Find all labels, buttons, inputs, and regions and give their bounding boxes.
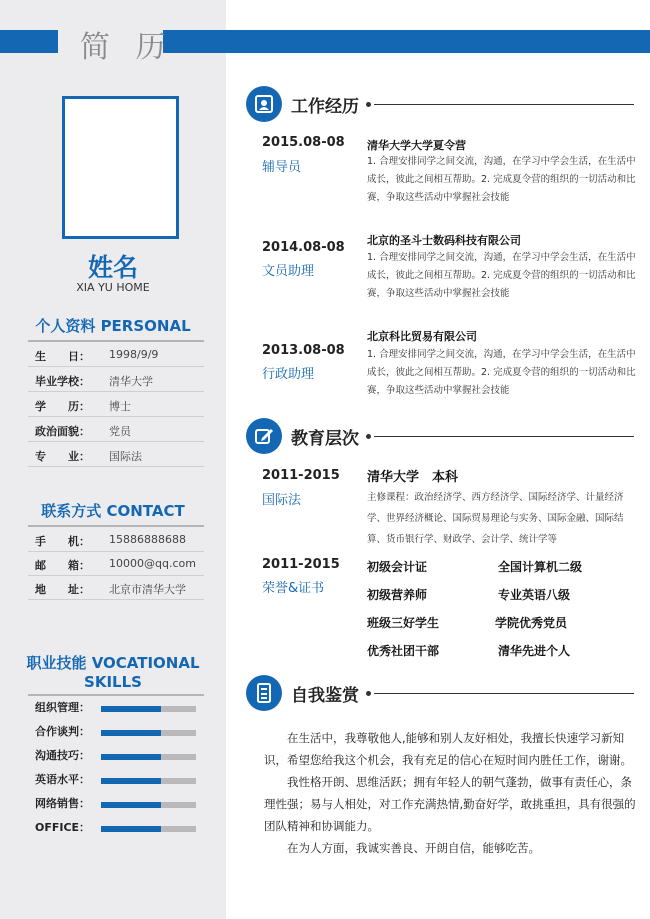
skill-fill: [101, 778, 161, 784]
skill-track: [101, 706, 196, 712]
contact-divider: [28, 525, 204, 527]
work-company: 北京的圣斗士数码科技有限公司: [367, 234, 521, 247]
skill-fill: [101, 754, 161, 760]
skill-row: [28, 747, 204, 763]
work-desc: 1. 合理安排同学之间交流，沟通，在学习中学会生活，在生活中成长，彼此之间相互帮助。2. 完成夏令营的组织的一切活动和比赛，争取这些活动中掌握社会技能: [367, 156, 636, 203]
profile-name-en: XIA YU HOME: [76, 281, 150, 294]
info-value: 博士: [109, 400, 131, 413]
edu-desc: 主修课程：政治经济学、西方经济学、国际经济学、计量经济学、世界经济概论、国际贸易理论与实务、国际金融、国际结算、货币银行学、财政学、会计学、统计学等: [367, 492, 624, 545]
cert-item: 清华先进个人: [498, 644, 571, 658]
skill-row: [28, 723, 204, 739]
skills-title-line1: 职业技能 VOCATIONAL: [26, 654, 200, 672]
info-row-politics: [28, 418, 204, 442]
header-line: [374, 104, 634, 105]
skill-row: [28, 699, 204, 715]
info-label: 政治面貌：: [35, 425, 90, 438]
personal-divider: [28, 340, 204, 342]
cert-item: 学院优秀党员: [495, 616, 568, 630]
edu-school: 清华大学 本科: [367, 470, 459, 485]
info-row-school: [28, 368, 204, 392]
info-row-phone: [28, 528, 204, 552]
info-row-address: [28, 576, 204, 600]
skill-label: 组织管理：: [35, 701, 90, 714]
work-role: 辅导员: [262, 160, 302, 175]
document-icon: [246, 675, 282, 711]
work-date: 2014.08-08: [262, 240, 345, 255]
info-label: 生 日：: [35, 350, 90, 363]
info-label: 手 机：: [35, 535, 90, 548]
work-desc: 1. 合理安排同学之间交流，沟通，在学习中学会生活，在生活中成长，彼此之间相互帮助。2. 完成夏令营的组织的一切活动和比赛，争取这些活动中掌握社会技能: [367, 349, 636, 396]
cert-item: 初级营养师: [367, 588, 428, 602]
info-row-email: [28, 552, 204, 576]
work-role: 文员助理: [262, 264, 315, 279]
info-value: 北京市清华大学: [109, 583, 186, 596]
cert-item: 初级会计证: [367, 560, 428, 574]
contact-title: 联系方式 CONTACT: [41, 502, 185, 520]
skill-row: [28, 819, 204, 835]
skill-track: [101, 778, 196, 784]
education-section-header: [246, 418, 646, 458]
skill-label: OFFICE：: [35, 821, 91, 834]
info-value: 党员: [109, 425, 131, 438]
cert-item: 班级三好学生: [367, 616, 440, 630]
skill-fill: [101, 802, 161, 808]
cert-item: 专业英语八级: [498, 588, 571, 602]
edu-date: 2011-2015: [262, 468, 340, 483]
skill-row: [28, 771, 204, 787]
self-paragraph: 在为人方面，我诚实善良、开朗自信，能够吃苦。: [287, 841, 540, 855]
edit-icon: [246, 418, 282, 454]
cert-item: 优秀社团干部: [367, 644, 440, 658]
work-section-header: [246, 86, 646, 126]
education-title: 教育层次: [291, 429, 359, 449]
info-label: 地 址：: [35, 583, 90, 596]
profile-name: 姓名: [87, 253, 138, 282]
header-bar-left: [0, 30, 58, 53]
info-value: 1998/9/9: [109, 348, 159, 361]
briefcase-icon: [246, 86, 282, 122]
skill-label: 英语水平：: [35, 773, 90, 786]
skill-track: [101, 754, 196, 760]
header-line: [374, 693, 634, 694]
info-row-degree: [28, 393, 204, 417]
work-company: 清华大学大学夏令营: [367, 139, 466, 152]
skill-fill: [101, 826, 161, 832]
work-date: 2015.08-08: [262, 135, 345, 150]
info-value: 国际法: [109, 450, 142, 463]
self-section-header: [246, 675, 646, 715]
info-value: 清华大学: [109, 375, 153, 388]
skill-row: [28, 795, 204, 811]
skill-track: [101, 730, 196, 736]
skills-divider: [28, 694, 204, 696]
skill-track: [101, 802, 196, 808]
cert-item: 全国计算机二级: [498, 560, 583, 574]
resume-title: 简 历: [80, 30, 174, 65]
self-title: 自我鉴赏: [291, 686, 359, 706]
self-paragraph: 我性格开朗、思维活跃；拥有年轻人的朝气蓬勃，做事有责任心，条理性强；易与人相处，对工作充满热情,勤奋好学，敢挑重担，具有很强的团队精神和协调能力。: [264, 775, 636, 833]
info-label: 邮 箱：: [35, 559, 90, 572]
honors-date: 2011-2015: [262, 557, 340, 572]
edu-major: 国际法: [262, 493, 302, 508]
work-company: 北京科比贸易有限公司: [367, 330, 477, 343]
info-label: 专 业：: [35, 450, 90, 463]
work-desc: 1. 合理安排同学之间交流，沟通，在学习中学会生活，在生活中成长，彼此之间相互帮助。2. 完成夏令营的组织的一切活动和比赛，争取这些活动中掌握社会技能: [367, 252, 636, 299]
header-bar-right: [163, 30, 650, 53]
personal-title: 个人资料 PERSONAL: [35, 317, 191, 335]
info-value: 10000@qq.com: [109, 557, 196, 570]
header-dot: [366, 691, 371, 696]
skill-fill: [101, 706, 161, 712]
skill-label: 网络销售：: [35, 797, 90, 810]
work-date: 2013.08-08: [262, 343, 345, 358]
info-row-birthday: [28, 343, 204, 367]
skill-label: 沟通技巧：: [35, 749, 90, 762]
self-paragraph: 在生活中，我尊敬他人,能够和别人友好相处，我擅长快速学习新知识，希望您给我这个机会，我有充足的信心在短时间内胜任工作，谢谢。: [264, 731, 632, 767]
skills-title-line2: SKILLS: [84, 673, 142, 691]
honors-label: 荣誉&证书: [262, 581, 325, 596]
info-label: 学 历：: [35, 400, 90, 413]
work-role: 行政助理: [262, 367, 315, 382]
skill-track: [101, 826, 196, 832]
header-dot: [366, 102, 371, 107]
info-value: 15886888688: [109, 533, 186, 546]
work-title: 工作经历: [291, 97, 359, 117]
header-line: [374, 436, 634, 437]
photo-frame: [62, 96, 179, 239]
info-label: 毕业学校：: [35, 375, 90, 388]
header-dot: [366, 434, 371, 439]
skill-fill: [101, 730, 161, 736]
skill-label: 合作谈判：: [35, 725, 90, 738]
info-row-major: [28, 443, 204, 467]
